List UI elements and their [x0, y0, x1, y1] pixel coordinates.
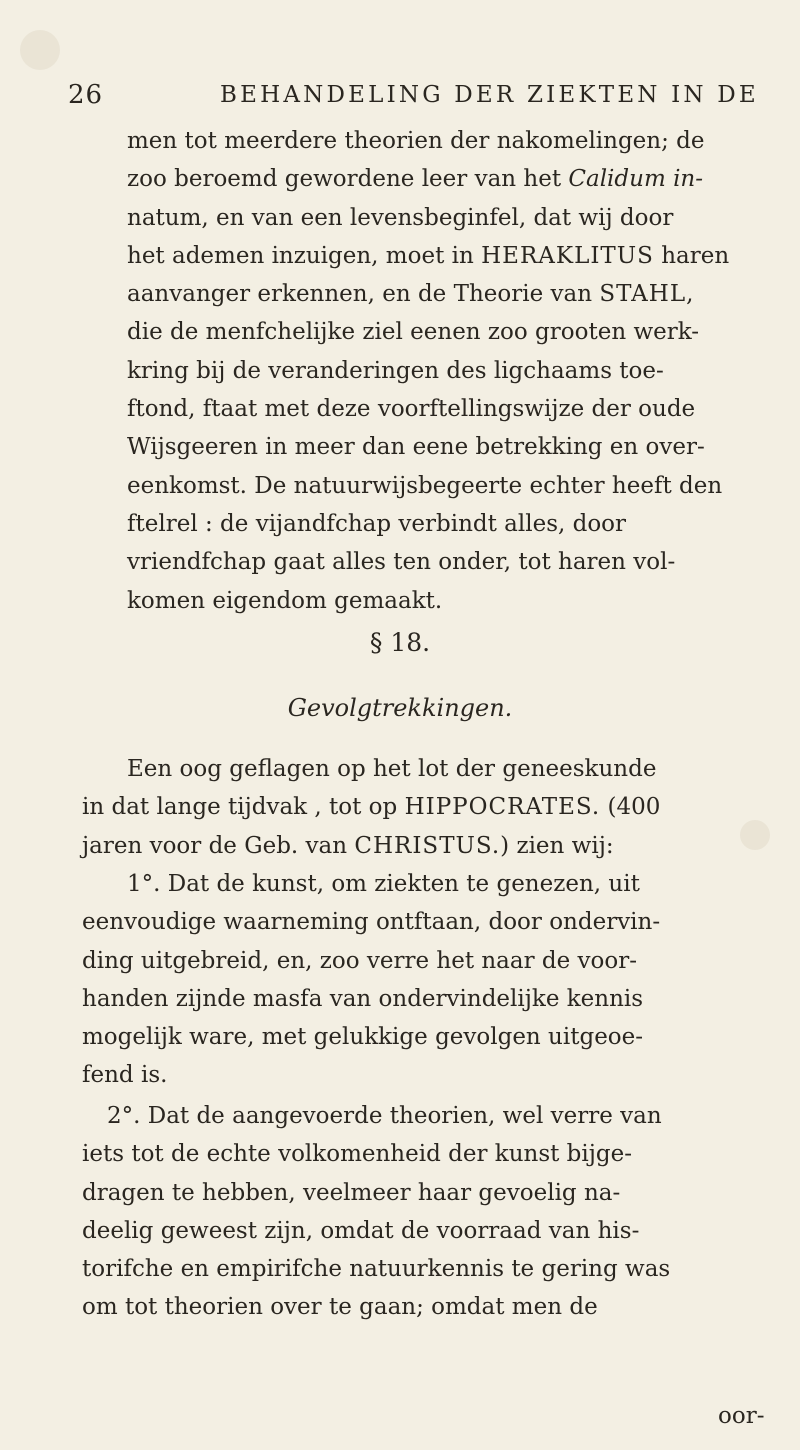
person-name: STAHL [599, 281, 687, 308]
text-line [82, 1135, 771, 1173]
text-line [127, 275, 771, 313]
text-line [82, 788, 771, 826]
text-line: haren [653, 242, 730, 269]
text-line [127, 199, 771, 237]
text-line: jaren voor de Geb. van [82, 832, 355, 859]
text-line [127, 543, 771, 581]
text-line: het ademen inzuigen, moet in [127, 242, 482, 269]
person-name: HERAKLITUS [481, 242, 654, 269]
text-line [127, 428, 771, 466]
page-number: 26 [68, 80, 104, 110]
text-line: ) zien wij: [500, 832, 614, 859]
text-line: men tot meerdere theorien der nakomelingen; de [127, 128, 705, 154]
text-line: kring bij de veranderingen des ligchaams toe- [127, 357, 664, 384]
person-name: HIPPOCRATES. [404, 794, 601, 821]
text-line: eenvoudige waarneming ontftaan, door ondervin- [82, 909, 661, 936]
text-line [82, 865, 771, 903]
paragraph [127, 122, 771, 620]
text-line: zoo beroemd gewordene leer van het [127, 166, 569, 193]
catchword: oor- [718, 1403, 765, 1429]
text-line [82, 1174, 771, 1212]
text-line: Een oog geflagen op het lot der geneeskunde [127, 756, 657, 782]
text-line [82, 827, 771, 865]
text-line [127, 160, 771, 198]
text-line: eenkomst. De natuurwijsbegeerte echter heeft den [127, 472, 723, 499]
section-title: Gevolgtrekkingen. [287, 694, 513, 722]
text-line: ftelrel : de vijandfchap verbindt alles, door [127, 510, 627, 537]
text-line [82, 942, 771, 980]
text-line [82, 1288, 771, 1326]
text-line: mogelijk ware, met gelukkige gevolgen uitgeoe- [82, 1024, 644, 1051]
text-line [82, 1056, 771, 1094]
text-line: Wijsgeeren in meer dan eene betrekking en over- [127, 434, 705, 461]
text-line: om tot theorien over te gaan; omdat men de [82, 1294, 598, 1321]
text-line: torifche en empirifche natuurkennis te gering was [82, 1256, 671, 1283]
text-line: die de menfchelijke ziel eenen zoo grooten werk- [127, 319, 700, 346]
text-line: natum, en van een levensbeginfel, dat wij door [127, 204, 674, 231]
text-line [82, 903, 771, 941]
text-line [82, 1018, 771, 1056]
person-name: CHRISTUS. [354, 832, 501, 859]
text-line: vriendfchap gaat alles ten onder, tot haren vol- [127, 549, 676, 576]
text-line: ftond, ftaat met deze voorftellingswijze der oude [127, 396, 696, 423]
paragraph [82, 750, 771, 865]
text-line: ding uitgebreid, en, zoo verre het naar de voor- [82, 947, 638, 974]
text-line: iets tot de echte volkomenheid der kunst bijge- [82, 1141, 632, 1168]
text-line: in dat lange tijdvak , tot op [82, 794, 405, 821]
text-line: komen eigendom gemaakt. [127, 587, 443, 614]
text-line: , [686, 281, 694, 308]
text-line: fend is. [82, 1062, 168, 1089]
text-line: 1°. Dat de kunst, om ziekten te genezen, uit [127, 871, 640, 897]
italic-term: Calidum in- [568, 166, 704, 193]
numbered-item [82, 865, 771, 1095]
text-line [82, 1212, 771, 1250]
text-line [127, 237, 771, 275]
text-line [127, 352, 771, 390]
page-header [68, 80, 768, 120]
text-line [82, 1097, 771, 1135]
text-line [127, 467, 771, 505]
text-line: aanvanger erkennen, en de Theorie van [127, 281, 600, 308]
text-line [127, 122, 771, 160]
text-line [127, 313, 771, 351]
paper-stain [20, 30, 60, 70]
section-number: § 18. [369, 628, 431, 657]
text-line: handen zijnde masfa van ondervindelijke kennis [82, 985, 644, 1012]
text-line: 2°. Dat de aangevoerde theorien, wel verre van [107, 1103, 662, 1129]
text-line [82, 1250, 771, 1288]
text-line: deelig geweest zijn, omdat de voorraad van his- [82, 1217, 640, 1244]
text-line: dragen te hebben, veelmeer haar gevoelig na- [82, 1179, 621, 1206]
running-head: BEHANDELING DER ZIEKTEN IN DE [220, 82, 759, 108]
text-line [127, 582, 771, 620]
text-line: (400 [600, 794, 661, 821]
numbered-item [82, 1097, 771, 1327]
text-line [127, 390, 771, 428]
text-line [127, 750, 771, 788]
text-line [82, 980, 771, 1018]
text-line [127, 505, 771, 543]
